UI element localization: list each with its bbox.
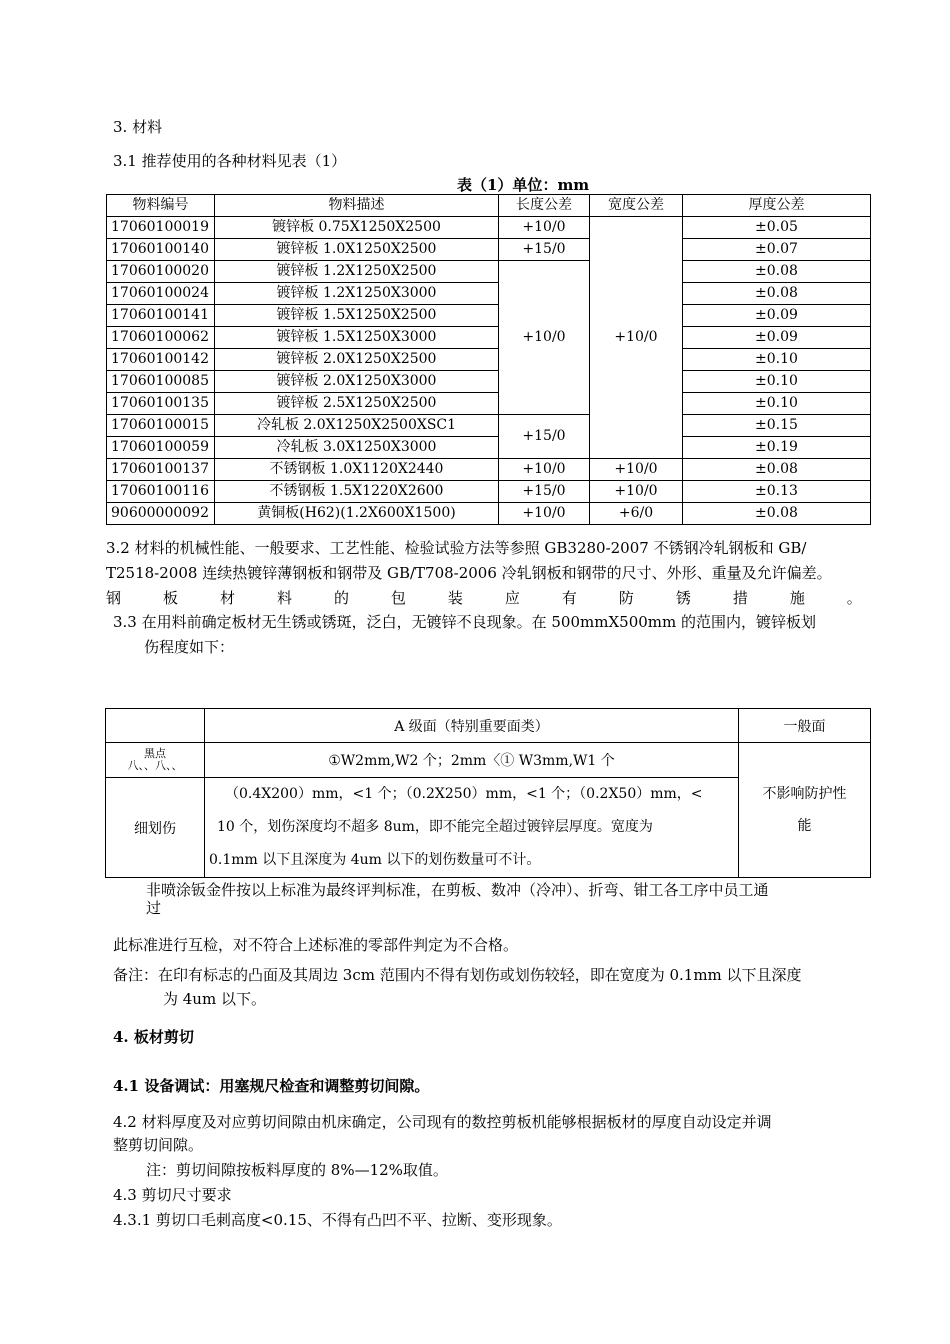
note-line3: 此标准进行互检，对不符合上述标准的零部件判定为不合格。 [113, 936, 519, 954]
justified-char: 的 [333, 589, 349, 607]
cell-thickness-tol: ±0.15 [683, 415, 871, 437]
cell-length-tol: +15/0 [499, 481, 590, 503]
cell-desc: 镀锌板 1.5X1250X2500 [215, 305, 499, 327]
cell-desc: 不锈钢板 1.5X1220X2600 [215, 481, 499, 503]
fine-scratch-label: 细划伤 [106, 778, 205, 878]
cell-thickness-tol: ±0.08 [683, 503, 871, 525]
table-row [107, 459, 871, 481]
justified-char: 防 [618, 589, 634, 607]
header-code: 物料编号 [107, 195, 215, 217]
table-row [107, 415, 871, 437]
cell-code: 17060100140 [107, 239, 215, 261]
header-thickness-tol: 厚度公差 [683, 195, 871, 217]
table-row [107, 437, 871, 459]
header-desc: 物料描述 [215, 195, 499, 217]
note-line2: 过 [146, 899, 162, 917]
section-4-2-line1: 4.2 材料厚度及对应剪切间隙由机床确定，公司现有的数控剪板机能够根据板材的厚度自动设定并调 [113, 1113, 772, 1131]
black-dot-a-grade: ①W2mm,W2 个；2mm〈① W3mm,W1 个 [205, 743, 739, 778]
materials-table [106, 194, 871, 525]
cell-desc: 镀锌板 1.2X1250X2500 [215, 261, 499, 283]
justified-char: 有 [561, 589, 577, 607]
cell-thickness-tol: ±0.10 [683, 349, 871, 371]
grade-header-empty [106, 709, 205, 743]
cell-thickness-tol: ±0.13 [683, 481, 871, 503]
justified-char: 措 [732, 589, 748, 607]
section-4-2-line2: 整剪切间隙。 [113, 1136, 204, 1154]
cell-thickness-tol: ±0.09 [683, 327, 871, 349]
cell-thickness-tol: ±0.08 [683, 261, 871, 283]
remark-line2: 为 4um 以下。 [163, 990, 266, 1008]
black-dot-label-bottom: 八、、八、、 [127, 759, 183, 772]
section-3-2-line3 [106, 587, 862, 608]
general-line2: 能 [797, 818, 812, 834]
cell-code: 17060100020 [107, 261, 215, 283]
fine-scratch-a-grade [205, 778, 739, 878]
cell-thickness-tol: ±0.19 [683, 437, 871, 459]
header-width-tol: 宽度公差 [590, 195, 683, 217]
justified-char: 钢 [106, 589, 122, 607]
justified-char: 施 [789, 589, 805, 607]
cell-code: 17060100141 [107, 305, 215, 327]
cell-desc: 镀锌板 1.0X1250X2500 [215, 239, 499, 261]
cell-code: 17060100085 [107, 371, 215, 393]
cell-desc: 黄铜板(H62)(1.2X600X1500) [215, 503, 499, 525]
cell-length-tol: +15/0 [499, 239, 590, 261]
section-3-heading: 3. 材料 [113, 118, 163, 136]
cell-thickness-tol: ±0.05 [683, 217, 871, 239]
cell-width-tol: +6/0 [590, 503, 683, 525]
cell-desc: 镀锌板 2.0X1250X2500 [215, 349, 499, 371]
cell-code: 17060100116 [107, 481, 215, 503]
grade-header-row [106, 709, 871, 743]
grade-row-black-dot [106, 743, 871, 778]
cell-length-tol: +10/0 [499, 261, 590, 415]
justified-char: 。 [846, 589, 862, 607]
table-row [107, 371, 871, 393]
table-row [107, 481, 871, 503]
fine-scratch-line2: 10 个，划伤深度均不超多 8um，即不能完全超过镀锌层厚度。宽度为 [217, 819, 653, 835]
section-3-3-line2: 伤程度如下： [144, 638, 235, 656]
cell-desc: 冷轧板 3.0X1250X3000 [215, 437, 499, 459]
table-row [107, 503, 871, 525]
remark-line1: 备注：在印有标志的凸面及其周边 3cm 范围内不得有划伤或划伤较轻，即在宽度为 0.1mm 以下且深度 [113, 966, 802, 984]
fine-scratch-line1: （0.4X200）mm，<1 个；（0.2X250）mm，<1 个；（0.2X50）mm，< [225, 786, 703, 802]
grade-header-general: 一般面 [739, 709, 871, 743]
cell-length-tol: +10/0 [499, 459, 590, 481]
section-4-1-text: 4.1 设备调试：用塞规尺检查和调整剪切间隙。 [113, 1077, 430, 1095]
cell-thickness-tol: ±0.09 [683, 305, 871, 327]
justified-char: 锈 [675, 589, 691, 607]
cell-code: 17060100142 [107, 349, 215, 371]
section-4-2-note: 注：剪切间隙按板料厚度的 8%—12%取值。 [146, 1161, 448, 1179]
cell-width-tol: +10/0 [590, 481, 683, 503]
table-row [107, 239, 871, 261]
table-row [107, 349, 871, 371]
justified-char: 板 [162, 589, 178, 607]
black-dot-label [106, 743, 205, 778]
cell-width-tol: +10/0 [590, 459, 683, 481]
table-caption: 表（1）单位：mm [457, 176, 590, 194]
cell-code: 17060100059 [107, 437, 215, 459]
section-4-heading: 4. 板材剪切 [113, 1028, 194, 1046]
general-surface-cell [739, 743, 871, 878]
grade-header-a: A 级面（特别重要面类） [205, 709, 739, 743]
cell-thickness-tol: ±0.10 [683, 371, 871, 393]
table-row [107, 283, 871, 305]
general-line1: 不影响防护性 [762, 786, 847, 802]
justified-char: 材 [219, 589, 235, 607]
cell-thickness-tol: ±0.10 [683, 393, 871, 415]
cell-code: 17060100135 [107, 393, 215, 415]
section-3-3-line1: 3.3 在用料前确定板材无生锈或锈斑，泛白，无镀锌不良现象。在 500mmX500mm 的范围内，镀锌板划 [113, 613, 816, 631]
black-dot-label-top: 黑点 [144, 747, 166, 760]
section-3-2-line2: T2518-2008 连续热镀锌薄钢板和钢带及 GB/T708-2006 冷轧钢板和钢带的尺寸、外形、重量及允许偏差。 [106, 564, 832, 582]
table-row [107, 393, 871, 415]
table-row [107, 261, 871, 283]
justified-char: 包 [390, 589, 406, 607]
cell-length-tol: +10/0 [499, 503, 590, 525]
cell-desc: 镀锌板 0.75X1250X2500 [215, 217, 499, 239]
cell-desc: 镀锌板 2.5X1250X2500 [215, 393, 499, 415]
cell-desc: 镀锌板 1.5X1250X3000 [215, 327, 499, 349]
cell-desc: 镀锌板 2.0X1250X3000 [215, 371, 499, 393]
cell-length-tol: +10/0 [499, 217, 590, 239]
justified-char: 料 [276, 589, 292, 607]
cell-width-tol: +10/0 [590, 217, 683, 459]
cell-desc: 不锈钢板 1.0X1120X2440 [215, 459, 499, 481]
cell-thickness-tol: ±0.08 [683, 283, 871, 305]
table-row [107, 305, 871, 327]
cell-code: 17060100062 [107, 327, 215, 349]
cell-desc: 镀锌板 1.2X1250X3000 [215, 283, 499, 305]
table-row [107, 217, 871, 239]
cell-code: 90600000092 [107, 503, 215, 525]
cell-code: 17060100137 [107, 459, 215, 481]
cell-thickness-tol: ±0.07 [683, 239, 871, 261]
cell-thickness-tol: ±0.08 [683, 459, 871, 481]
table-row [107, 327, 871, 349]
scratch-grade-table [105, 708, 871, 878]
justified-char: 装 [447, 589, 463, 607]
header-length-tol: 长度公差 [499, 195, 590, 217]
section-4-3-1-text: 4.3.1 剪切口毛刺高度<0.15、不得有凸凹不平、拉断、变形现象。 [113, 1211, 562, 1229]
note-line1: 非喷涂钣金件按以上标准为最终评判标准，在剪板、数冲（冷冲）、折弯、钳工各工序中员工通 [146, 881, 769, 899]
justified-char: 应 [504, 589, 520, 607]
cell-code: 17060100019 [107, 217, 215, 239]
section-3-1-text: 3.1 推荐使用的各种材料见表（1） [113, 152, 347, 170]
cell-code: 17060100024 [107, 283, 215, 305]
section-4-3-text: 4.3 剪切尺寸要求 [113, 1186, 232, 1204]
fine-scratch-line3: 0.1mm 以下且深度为 4um 以下的划伤数量可不计。 [209, 852, 541, 868]
cell-desc: 冷轧板 2.0X1250X2500XSC1 [215, 415, 499, 437]
section-3-2-line1: 3.2 材料的机械性能、一般要求、工艺性能、检验试验方法等参照 GB3280-2007 不锈钢冷轧钢板和 GB/ [106, 539, 807, 557]
cell-code: 17060100015 [107, 415, 215, 437]
table-header-row [107, 195, 871, 217]
cell-length-tol: +15/0 [499, 415, 590, 459]
